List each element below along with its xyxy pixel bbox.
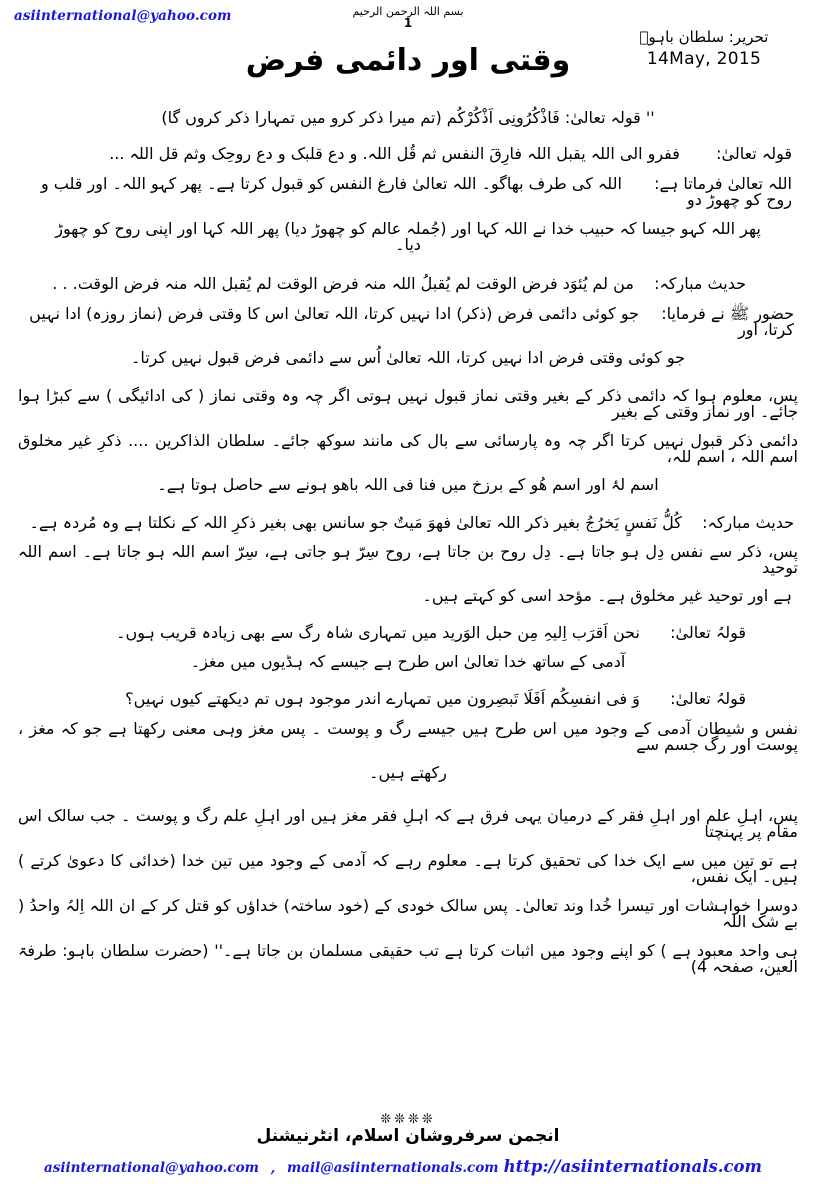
ayat-three-translation-line-2: رکھتے ہیں۔ [369,763,447,782]
document-date: 14May, 2015 [646,48,762,69]
paragraph-two-line-2: ہے اور توحید غیر مخلوق ہے۔ مؤحد اسی کو کہتے ہیں۔ [422,586,792,605]
footer-email-separator: , [270,1160,276,1176]
spacer [14,372,802,380]
page-number: 1 [403,15,413,30]
opening-quote-line: '' قولہ تعالیٰ: فَاذْکُرُونِی اَذْکُرْکُم (تم میرا ذکر کرو میں تمہارا ذکر کروں گا) [161,108,655,127]
hadith-two-text: کُلُّ نَفسٍ یَخرُجُ بغیر ذکر اللہ تعالیٰ فھوَ مَیتٌ جو سانس بھی بغیر ذکرِ اللہ کے نکلتا ہے وہ مُردہ ہے۔ [29,513,682,532]
footer-email-primary[interactable]: asiinternational@yahoo.com [44,1160,259,1176]
organization-name: انجمن سرفروشان اسلام، انٹرنیشنل [256,1126,560,1146]
spacer [14,675,802,683]
page-footer [14,1103,802,1182]
hadith-one-label: حدیث مبارکہ: [654,274,746,293]
hadith-one-text: من لم یُئوَد فرض الوقت لم یُقبلُ اللہ منہ فرض الوقت لم یُقبل اللہ منہ فرض الوقت. . . [52,274,634,293]
paragraph-one-line-3: اسم لۂ اور اسم ھُو کے برزخ میں فنا فی اللہ باھو ہونے سے حاصل ہوتا ہے۔ [157,475,659,494]
hadith-one-line [14,267,802,297]
paragraph-three-line-1: پس، اہلِ علم اور اہلِ فقر کے درمیان یہی فرق ہے کہ اہلِ فقر مغز ہیں اور اہلِ علم رگ و پوست ۔ جب سالک اس مقام پر پہنچتا [18,806,798,841]
ayat-two-translation: آدمی کے ساتھ خدا تعالیٰ اس طرح ہے جیسے کہ ہڈیوں میں مغز۔ [190,652,626,671]
ayat-one-line [14,138,802,168]
spacer [14,786,802,800]
footer-website-link[interactable]: http://asiinternationals.com [503,1157,762,1176]
ayat-three-translation-line-1: نفس و شیطان آدمی کے وجود میں اس طرح ہیں جیسے رگ و پوست ۔ پس مغز وہی معنی رکھتا ہے جو کہ مغز ، پوست اور رگ جسم سے [18,719,798,754]
paragraph-two-line-1: پس، ذکر سے نفس دِل ہو جاتا ہے۔ دِل روح بن جاتا ہے، روح سِرّ ہو جاتی ہے، سِرّ اسم اللہ ہو جاتا ہے۔ اسم اللہ توحید [18,542,798,577]
paragraph-one-line-1: پس، معلوم ہوا کہ دائمی ذکر کے بغیر وقتی نماز قبول نہیں ہوتی اگر چہ وہ وقتی نماز ( کی ادائیگی ) سے کبڑا ہوا جائے۔ اور نماز وقتی کے بغیر [18,386,798,421]
footer-email-group [44,1160,499,1176]
ayat-one-translation-label: اللہ تعالیٰ فرماتا ہے: [654,174,792,193]
ayat-three-label: قولہُ تعالیٰ: [670,689,746,708]
ayat-two-line [14,617,802,647]
header-email-link[interactable]: asiinternational@yahoo.com [14,8,232,24]
ayat-one-translation-continued: پھر اللہ کہو جیسا کہ حبیب خدا نے اللہ کہا اور (جُملہ عالم کو چھوڑ دیا) پھر اللہ کہا اور اپنی روح کو چھوڑ دیا۔ [55,219,761,254]
hadith-one-translation-label: حضور ﷺ نے فرمایا: [661,304,794,323]
spacer [14,609,802,617]
page-title: وقتی اور دائمی فرض [245,43,571,78]
ayat-three-text: وَ فی انفسِکُم اَفَلَا تَبصِرون میں تمہارے اندر موجود ہوں تم دیکھتے کیوں نہیں؟ [125,689,640,708]
hadith-two-line [14,506,802,536]
spacer [14,259,802,267]
paragraph-three-line-3: دوسرا خواہشات اور تیسرا خُدا وند تعالیٰ۔ پس سالک خودی کے (خود ساختہ) خداؤں کو قتل کر کے ان اللہ اِلہُ واحدُ ( بے شک اللہ [18,896,798,931]
page-header [14,6,802,92]
ornament-divider-icon: ❊❊❊❊ [380,1112,436,1127]
hadith-two-label: حدیث مبارکہ: [702,513,794,532]
footer-email-secondary[interactable]: mail@asiinternationals.com [286,1160,499,1176]
hadith-one-translation-continued: جو کوئی وقتی فرض ادا نہیں کرتا، اللہ تعالیٰ اُس سے دائمی فرض قبول نہیں کرتا۔ [130,348,686,367]
paragraph-three-line-2: ہے تو تین میں سے ایک خدا کی تحقیق کرتا ہے۔ معلوم رہے کہ آدمی کے وجود میں تین خدا (خدائی کا دعویٰ کرتے ) ہیں۔ ایک نفس، [18,851,798,886]
ayat-two-text: نحن اَقرَب اِلیہِ مِن حبل الوَرید میں تمہاری شاہ رگ سے بھی زیادہ قریب ہوں۔ [116,623,640,642]
ayat-two-label: قولہُ تعالیٰ: [670,623,746,642]
ayat-one-translation-line [14,168,802,214]
document-body [14,96,802,980]
hadith-one-translation-line [14,297,802,343]
ayat-one-label: قولہ تعالیٰ: [716,144,792,163]
paragraph-one-line-2: دائمی ذکر قبول نہیں کرتا اگر چہ وہ پارسائی سے بال کی مانند سوکھ جائے۔ سلطان الذاکرین .... ذکرِ غیر مخلوق اسم اللہ ، اسم للہ، [18,431,798,466]
paragraph-three-line-4: ہی واحد معبود ہے ) کو اپنے وجود میں اثبات کرتا ہے تب حقیقی مسلمان بن جاتا ہے۔'' (حضرت سلطان باہو: طرفۃ العین، صفحہ 4) [18,941,798,976]
bismillah-text: بسم اللہ الرحمن الرحیم [352,5,464,18]
footer-links [14,1157,802,1182]
spacer [14,498,802,506]
hadith-one-translation-text: جو کوئی دائمی فرض (ذکر) ادا نہیں کرتا، اللہ تعالیٰ اس کا وقتی فرض (نماز روزہ) ادا نہیں کرتا، اور [29,304,794,339]
author-label: تحریر: سلطان باہوؒ [639,28,769,46]
ayat-one-translation-text: اللہ کی طرف بھاگو۔ اللہ تعالیٰ فارغ النفس کو قبول کرتا ہے۔ پھر کہو اللہ۔ اور قلب و روح کو چھوڑ دو [40,174,792,209]
ayat-one-text: ففرو الی اللہ یقبل اللہ فارِقَ النفس ثم قُل اللہ. و دع قلبک و دع روحِک وثم قل اللہ ... [109,144,680,163]
ayat-three-line [14,683,802,713]
